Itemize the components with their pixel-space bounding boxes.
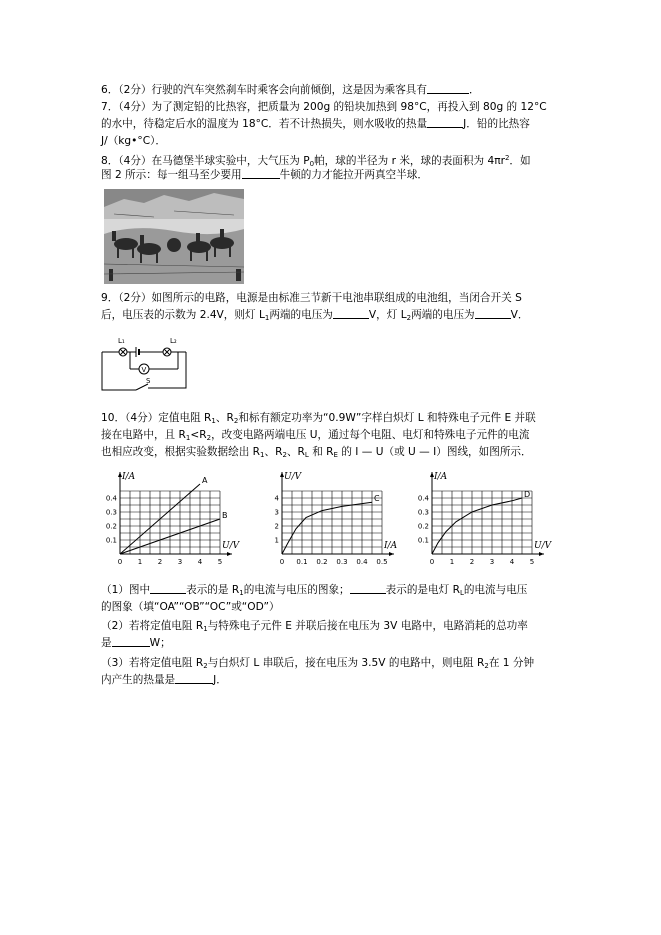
question-9-line-1 bbox=[101, 291, 522, 305]
series-label-B: B bbox=[222, 511, 228, 520]
q10-part-text: 的图象（填“OA”“OB”“OC”或“OD”） bbox=[101, 601, 280, 613]
question-7-line-2 bbox=[101, 117, 530, 131]
q10-part-text: 与特殊电子元件 E 并联后接在电压为 3V 电路中，电路消耗的总功率 bbox=[207, 620, 528, 632]
x-tick-label: 0.1 bbox=[296, 558, 308, 566]
q8-text-1c: ．如 bbox=[509, 155, 531, 167]
q10-part-text: 的电流与电压的图象； bbox=[243, 584, 350, 596]
question-7-line-1 bbox=[101, 100, 547, 114]
x-axis-label: U/V bbox=[222, 541, 240, 551]
q10-text: 和 R bbox=[308, 446, 334, 458]
question-10-line-2 bbox=[101, 428, 529, 445]
x-tick-label: 0.2 bbox=[316, 558, 328, 566]
answer-blank[interactable] bbox=[333, 308, 369, 319]
q9-text-2e: V． bbox=[510, 309, 529, 321]
q9-text-2d: 两端的电压为 bbox=[411, 309, 475, 321]
series-label-C: C bbox=[374, 494, 380, 504]
q10-text: ，改变电路两端电压 U，通过每个电阻、电灯和特殊电子元件的电流 bbox=[211, 429, 530, 441]
subscript: 1 bbox=[239, 589, 244, 597]
subscript: 1 bbox=[260, 451, 265, 459]
question-9-line-2 bbox=[101, 308, 528, 325]
x-axis-arrow bbox=[389, 552, 394, 556]
q8-text-2a: 图 2 所示：每一组马至少要用 bbox=[101, 169, 242, 181]
subscript: 2 bbox=[203, 662, 208, 670]
question-8-line-2 bbox=[101, 168, 428, 182]
q7-text-3: J/（kg•°C）． bbox=[101, 135, 166, 147]
x-tick-label: 0 bbox=[279, 558, 285, 566]
subscript: L bbox=[304, 451, 309, 459]
x-tick-label: 4 bbox=[509, 558, 515, 566]
series-line-C bbox=[282, 502, 372, 554]
y-tick-label: 0.2 bbox=[417, 522, 429, 531]
q7-text-2a: 的水中，待稳定后水的温度为 18°C．若不计热损失，则水吸收的热量 bbox=[101, 118, 428, 130]
q6-text: 6．（2分）行驶的汽车突然刹车时乘客会向前倾倒，这是因为乘客具有 bbox=[101, 84, 427, 96]
y-tick-label: 0.4 bbox=[417, 494, 429, 503]
subscript: 2 bbox=[282, 451, 287, 459]
part-1-line-2 bbox=[101, 600, 280, 614]
q10-part-text: （1）图中 bbox=[101, 584, 151, 596]
q10-part-text: 与白炽灯 L 串联后，接在电压为 3.5V 的电路中，则电阻 R bbox=[207, 657, 485, 669]
x-tick-label: 5 bbox=[529, 558, 535, 566]
part-2-line-1 bbox=[101, 619, 528, 636]
label-l2: L₂ bbox=[170, 337, 177, 345]
y-axis-label: I/A bbox=[434, 472, 448, 482]
question-10-line-3 bbox=[101, 445, 532, 462]
superscript: 2 bbox=[504, 154, 510, 162]
x-tick-label: 3 bbox=[489, 558, 495, 566]
q10-text: 、R bbox=[264, 446, 283, 458]
x-tick-label: 0.5 bbox=[376, 558, 388, 566]
label-v: V bbox=[141, 366, 147, 374]
part-2-line-2 bbox=[101, 636, 171, 650]
answer-blank[interactable] bbox=[427, 83, 469, 94]
q10-text: 的 I — U（或 U — I）图线，如图所示． bbox=[337, 446, 532, 458]
x-tick-label: 0.3 bbox=[336, 558, 348, 566]
question-6 bbox=[101, 83, 480, 97]
q10-part-text: J． bbox=[213, 674, 227, 686]
y-tick-label: 4 bbox=[274, 494, 279, 503]
x-axis-label: U/V bbox=[534, 541, 552, 551]
q9-text-2c: V，灯 L bbox=[368, 309, 407, 321]
q6-end: ． bbox=[469, 84, 480, 96]
subscript: 2 bbox=[206, 434, 212, 442]
subscript: E bbox=[333, 451, 338, 459]
answer-blank[interactable] bbox=[242, 168, 280, 179]
q9-text-2a: 后，电压表的示数为 2.4V，则灯 L bbox=[101, 309, 265, 321]
q10-text: 、R bbox=[286, 446, 305, 458]
chart-iu-ab bbox=[105, 466, 245, 566]
answer-blank[interactable] bbox=[150, 583, 186, 594]
part-3-line-1 bbox=[101, 656, 534, 673]
subscript: L bbox=[459, 589, 464, 597]
x-tick-label: 2 bbox=[157, 558, 163, 566]
q7-text-1: 7．（4分）为了测定铅的比热容，把质量为 200g 的铅块加热到 98°C，再投入到 80g 的 12°C bbox=[101, 101, 547, 113]
chart-ui-c bbox=[272, 466, 407, 566]
wire bbox=[148, 352, 186, 388]
x-axis-label: I/A bbox=[384, 541, 398, 551]
series-label-D: D bbox=[524, 490, 531, 499]
part-1-line-1 bbox=[101, 583, 527, 600]
x-tick-label: 3 bbox=[177, 558, 183, 566]
q10-part-text: （3）若将定值电阻 R bbox=[101, 657, 204, 669]
q10-part-text: 表示的是 R bbox=[186, 584, 240, 596]
subscript: 0 bbox=[309, 160, 315, 168]
x-tick-label: 0 bbox=[429, 558, 435, 566]
y-tick-label: 0.1 bbox=[105, 536, 117, 545]
answer-blank[interactable] bbox=[350, 583, 386, 594]
y-tick-label: 1 bbox=[274, 536, 279, 545]
x-tick-label: 0 bbox=[117, 558, 123, 566]
x-tick-label: 5 bbox=[217, 558, 223, 566]
subscript: 1 bbox=[211, 417, 216, 425]
y-tick-label: 0.3 bbox=[417, 508, 429, 517]
answer-blank[interactable] bbox=[175, 673, 213, 684]
question-7-line-3 bbox=[101, 134, 166, 148]
q8-text-1a: 8．（4分）在马德堡半球实验中，大气压为 P bbox=[101, 155, 310, 167]
q10-part-text: 是 bbox=[101, 637, 112, 649]
chart-iu-d bbox=[417, 466, 562, 566]
q7-text-2b: J．铅的比热容 bbox=[463, 118, 530, 130]
question-10-line-1 bbox=[101, 411, 536, 428]
q10-part-text: 表示的是电灯 R bbox=[385, 584, 460, 596]
x-tick-label: 1 bbox=[449, 558, 455, 566]
x-tick-label: 1 bbox=[137, 558, 143, 566]
x-tick-label: 2 bbox=[469, 558, 475, 566]
answer-blank[interactable] bbox=[112, 636, 150, 647]
x-tick-label: 4 bbox=[197, 558, 203, 566]
y-tick-label: 0.2 bbox=[105, 522, 117, 531]
label-s: S bbox=[146, 377, 151, 385]
subscript: 2 bbox=[484, 662, 489, 670]
q8-text-2b: 牛顿的力才能拉开两真空半球． bbox=[279, 169, 428, 181]
subscript: 1 bbox=[185, 434, 191, 442]
answer-blank[interactable] bbox=[475, 308, 511, 319]
q9-text-2b: 两端的电压为 bbox=[269, 309, 333, 321]
x-axis-arrow bbox=[539, 552, 544, 556]
q8-text-1b: 帕，球的半径为 r 米，球的表面积为 4πr bbox=[314, 155, 505, 167]
q10-part-text: 的电流与电压 bbox=[463, 584, 528, 596]
series-label-A: A bbox=[202, 476, 208, 485]
x-tick-label: 0.4 bbox=[356, 558, 368, 566]
q10-text: <R bbox=[190, 429, 207, 441]
wire bbox=[102, 352, 136, 390]
q10-part-text: 在 1 分钟 bbox=[488, 657, 535, 669]
y-axis-label: I/A bbox=[122, 472, 136, 482]
q10-text: 接在电路中，且 R bbox=[101, 429, 186, 441]
y-tick-label: 0.1 bbox=[417, 536, 429, 545]
label-l1: L₁ bbox=[118, 337, 125, 345]
y-tick-label: 3 bbox=[274, 508, 279, 517]
subscript: 1 bbox=[203, 625, 208, 633]
q10-text: 、R bbox=[215, 412, 234, 424]
q10-part-text: W； bbox=[149, 637, 171, 649]
part-3-line-2 bbox=[101, 673, 227, 687]
q10-part-text: （2）若将定值电阻 R bbox=[101, 620, 204, 632]
subscript: 2 bbox=[233, 417, 239, 425]
subscript: 1 bbox=[264, 314, 270, 322]
x-axis-arrow bbox=[227, 552, 232, 556]
y-tick-label: 0.3 bbox=[105, 508, 117, 517]
answer-blank[interactable] bbox=[427, 117, 463, 128]
magdeburg-hemispheres-illustration bbox=[104, 189, 244, 284]
q10-text: 和标有额定功率为“0.9W”字样白炽灯 L 和特殊电子元件 E 并联 bbox=[238, 412, 536, 424]
q10-text: 10．（4分）定值电阻 R bbox=[101, 412, 212, 424]
q10-text: 也相应改变，根据实验数据绘出 R bbox=[101, 446, 261, 458]
y-axis-label: U/V bbox=[284, 472, 302, 482]
y-tick-label: 0.4 bbox=[105, 494, 117, 503]
subscript: 2 bbox=[406, 314, 412, 322]
q9-text-1: 9．（2分）如图所示的电路，电源是由标准三节新干电池串联组成的电池组，当闭合开关 S bbox=[101, 292, 522, 304]
circuit-diagram bbox=[100, 332, 195, 394]
y-tick-label: 2 bbox=[274, 522, 279, 531]
q10-part-text: 内产生的热量是 bbox=[101, 674, 176, 686]
